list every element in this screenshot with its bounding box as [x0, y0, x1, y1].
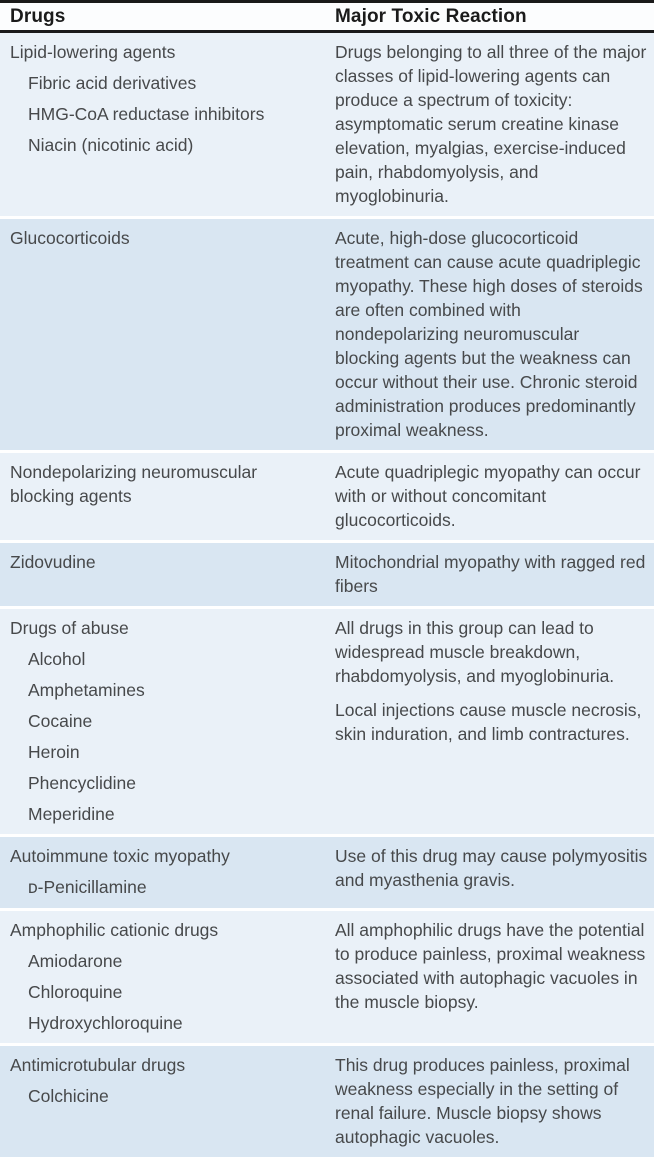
drug-category-label: Lipid-lowering agents — [10, 42, 176, 62]
drug-category-label: Antimicrotubular drugs — [10, 1055, 186, 1075]
table-row — [0, 911, 654, 1046]
reaction-paragraph: Local injections cause muscle necrosis, skin induration, and limb contractures. — [335, 700, 642, 744]
drug-category-label: Amphophilic cationic drugs — [10, 920, 219, 940]
reaction-cell — [327, 911, 654, 1043]
reaction-paragraph: Mitochondrial myopathy with ragged red fibers — [335, 552, 646, 596]
table-header-row — [0, 3, 654, 33]
drug-sub-list — [10, 949, 319, 1035]
reaction-paragraph: Acute, high-dose glucocorticoid treatment can cause acute quadriplegic myopathy. These high doses of steroids are often combined with nondepolarizing neuromuscular blocking agents but the weakness can occur without their use. Chronic steroid administration produces predominantly proximal weakness. — [335, 228, 643, 440]
drug-cell — [0, 219, 327, 450]
table-row — [0, 837, 654, 911]
table-row — [0, 1046, 654, 1157]
drug-cell — [0, 543, 327, 606]
drug-subitem-label: HMG-CoA reductase inhibitors — [28, 104, 265, 124]
drug-subitem-label: ᴅ-Penicillamine — [28, 877, 147, 897]
reaction-paragraph: Drugs belonging to all three of the major classes of lipid-lowering agents can produce a spectrum of toxicity: asymptomatic serum creatine kinase elevation, myalgias, exercise-induced pain, rhabdomyolysis, and myoglobinuria. — [335, 42, 647, 206]
table-body — [0, 33, 654, 1157]
drug-subitem-label: Cocaine — [28, 711, 93, 731]
drug-cell — [0, 609, 327, 834]
drug-subitem-label: Amphetamines — [28, 680, 145, 700]
table-row — [0, 33, 654, 219]
drug-subitem-label: Fibric acid derivatives — [28, 73, 197, 93]
drug-subitem-label: Meperidine — [28, 804, 115, 824]
table-row — [0, 543, 654, 609]
reaction-paragraph: Use of this drug may cause polymyositis and myasthenia gravis. — [335, 846, 648, 890]
drug-sub-list — [10, 875, 319, 899]
drug-subitem-label: Phencyclidine — [28, 773, 136, 793]
drug-sub-list — [10, 647, 319, 826]
drug-subitem-label: Heroin — [28, 742, 80, 762]
drug-category-label: Autoimmune toxic myopathy — [10, 846, 230, 866]
drug-category-label: Nondepolarizing neuromuscular blocking agents — [10, 462, 258, 506]
drug-cell — [0, 911, 327, 1043]
reaction-cell — [327, 543, 654, 606]
drug-sub-list — [10, 1084, 319, 1108]
reaction-cell — [327, 837, 654, 908]
drug-subitem-label: Amiodarone — [28, 951, 123, 971]
reaction-cell — [327, 219, 654, 450]
column-header-drugs: Drugs — [10, 6, 66, 27]
drug-subitem-label: Niacin (nicotinic acid) — [28, 135, 194, 155]
drug-cell — [0, 1046, 327, 1157]
drug-category-label: Zidovudine — [10, 552, 96, 572]
drug-cell — [0, 837, 327, 908]
drug-category-label: Drugs of abuse — [10, 618, 129, 638]
reaction-paragraph: Acute quadriplegic myopathy can occur with or without concomitant glucocorticoids. — [335, 462, 641, 530]
drug-category-label: Glucocorticoids — [10, 228, 130, 248]
reaction-cell — [327, 1046, 654, 1157]
column-header-reaction: Major Toxic Reaction — [335, 6, 527, 27]
drug-sub-list — [10, 71, 319, 157]
reaction-paragraph: All drugs in this group can lead to widespread muscle breakdown, rhabdomyolysis, and myoglobinuria. — [335, 618, 615, 686]
table-row — [0, 453, 654, 543]
reaction-cell — [327, 609, 654, 834]
reaction-cell — [327, 33, 654, 216]
table-row — [0, 219, 654, 453]
drug-subitem-label: Alcohol — [28, 649, 86, 669]
reaction-paragraph: All amphophilic drugs have the potential to produce painless, proximal weakness associated with autophagic vacuoles in the muscle biopsy. — [335, 920, 646, 1012]
reaction-paragraph: This drug produces painless, proximal weakness especially in the setting of renal failure. Muscle biopsy shows autophagic vacuoles. — [335, 1055, 630, 1147]
table-row — [0, 609, 654, 837]
drug-cell — [0, 33, 327, 216]
drug-cell — [0, 453, 327, 540]
drug-subitem-label: Hydroxychloroquine — [28, 1013, 183, 1033]
drug-subitem-label: Colchicine — [28, 1086, 109, 1106]
reaction-cell — [327, 453, 654, 540]
drug-subitem-label: Chloroquine — [28, 982, 123, 1002]
